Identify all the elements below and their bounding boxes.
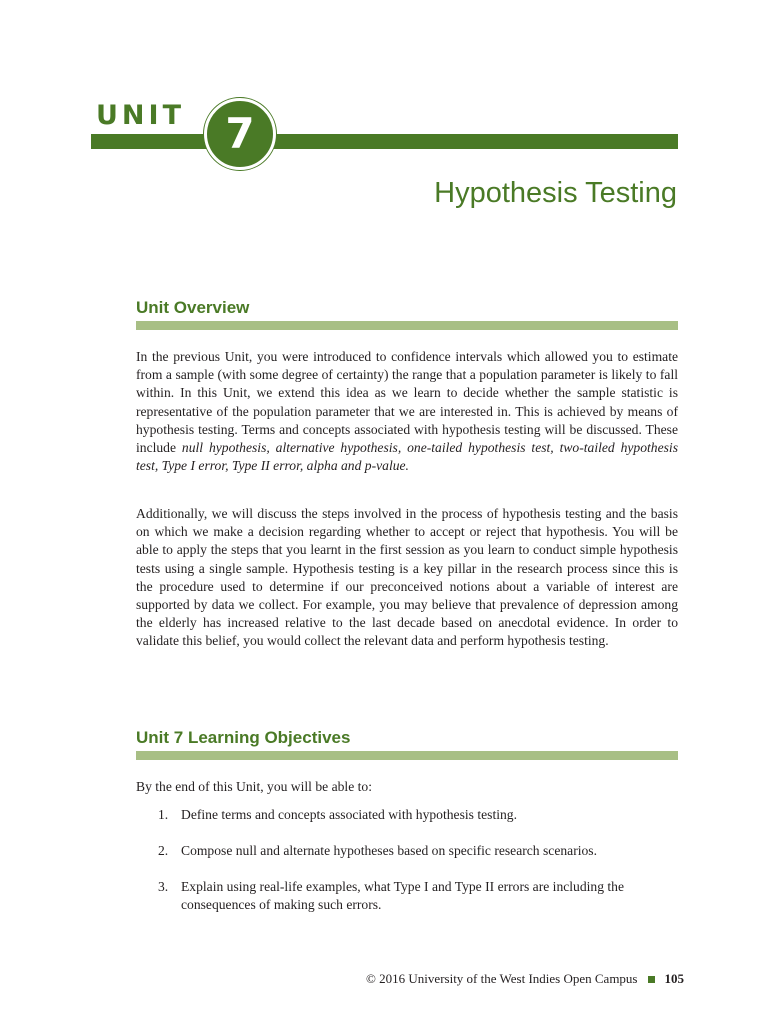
unit-number: 7 <box>225 109 255 158</box>
overview-paragraph-1 <box>136 348 678 475</box>
unit-label: UNIT <box>96 100 185 131</box>
overview-paragraph-2: Additionally, we will discuss the steps involved in the process of hypothesis testing and the basis on which we make a decision regarding whether to accept or reject that hypothesis. You will be able to apply the steps that you learnt in the first session as you learn to conduct simple hypothesis tests using a single sample. Hypothesis testing is a key pillar in the research process since this is the procedure used to determine if our preconceived notions about a variable of interest are supported by data we collect. For example, you may believe that prevalence of depression among the elderly has increased relative to the last decade based on anecdotal evidence. In order to validate this belief, you would collect the relevant data and perform hypothesis testing. <box>136 506 678 649</box>
overview-paragraph-1-text: In the previous Unit, you were introduced to confidence intervals which allowed you to estimate from a sample (with some degree of certainty) the range that a population parameter is likely to fall within. In this Unit, we extend this idea as we learn to decide whether the sample statistic is representative of the population parameter that we are interested in. This is achieved by means of hypothesis testing. Terms and concepts associated with hypothesis testing will be discussed. These include <box>136 349 678 456</box>
list-item-number: 2. <box>158 843 169 858</box>
objectives-intro: By the end of this Unit, you will be able to: <box>136 779 372 794</box>
list-item-text: Explain using real-life examples, what Type I and Type II errors are including the consequences of making such errors. <box>181 879 625 913</box>
unit-bar-right <box>255 134 678 149</box>
footer-square-icon <box>648 976 655 983</box>
objectives-heading: Unit 7 Learning Objectives <box>136 728 351 747</box>
page-number: 105 <box>664 971 684 986</box>
unit-number-badge <box>204 98 276 170</box>
list-item-text: Define terms and concepts associated with hypothesis testing. <box>181 807 517 822</box>
page-title: Hypothesis Testing <box>434 177 677 209</box>
list-item-number: 1. <box>158 807 169 822</box>
footer-copyright: © 2016 University of the West Indies Open Campus <box>366 971 638 986</box>
overview-paragraph-1-terms: null hypothesis, alternative hypothesis, one-tailed hypothesis test, two-tailed hypothesis test, Type I error, Type II error, alpha and p-value. <box>136 440 678 474</box>
page-footer <box>366 971 684 987</box>
overview-heading: Unit Overview <box>136 298 250 317</box>
objectives-rule <box>136 751 678 760</box>
list-item-number: 3. <box>158 879 169 894</box>
overview-rule <box>136 321 678 330</box>
list-item-text: Compose null and alternate hypotheses based on specific research scenarios. <box>181 843 597 858</box>
unit-bar-left <box>91 134 221 149</box>
